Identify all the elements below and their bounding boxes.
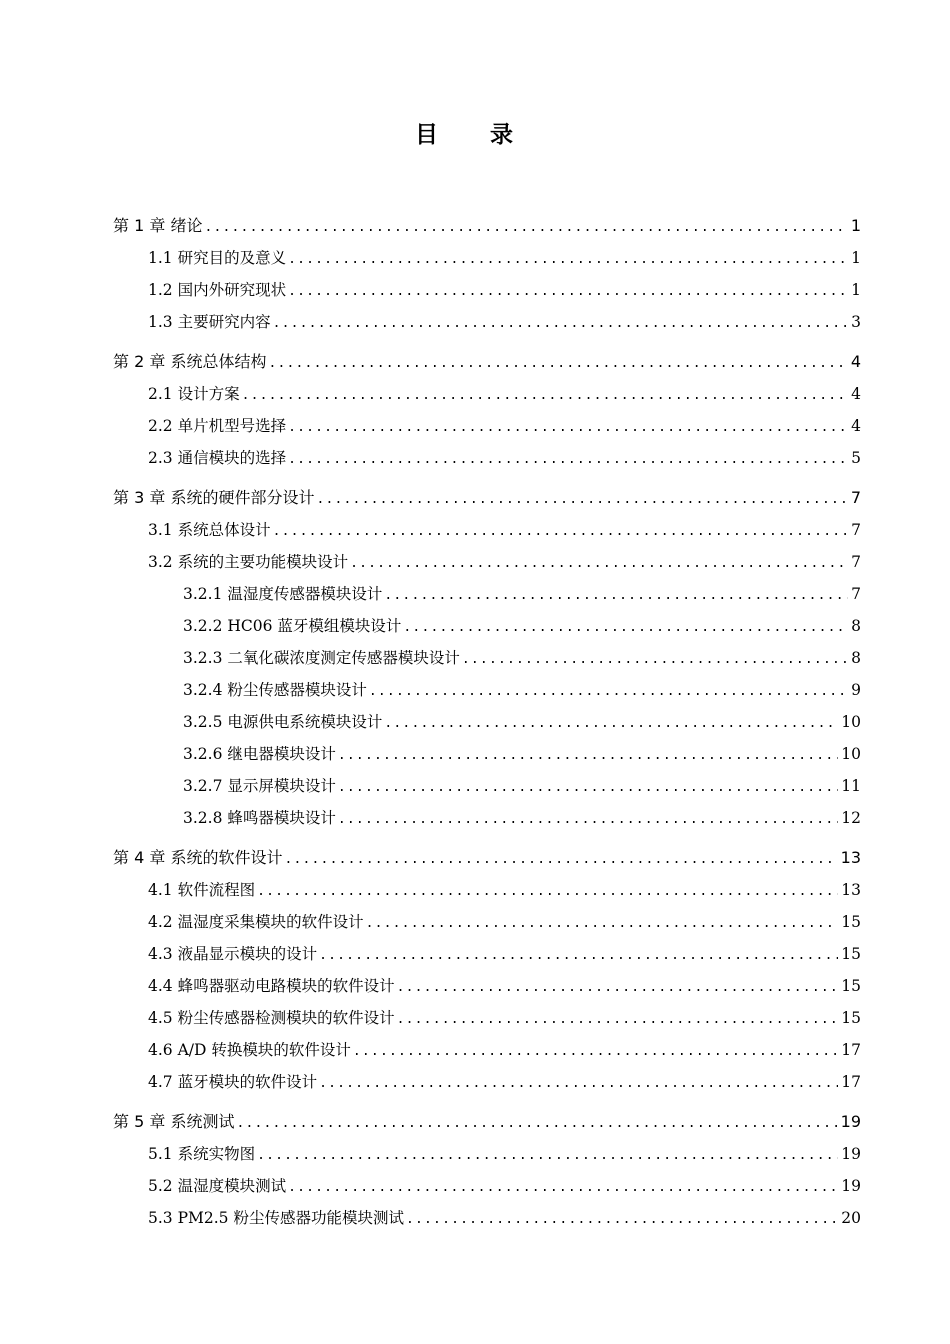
toc-section-entry[interactable] [113,378,861,410]
toc-page-number: 11 [841,777,861,795]
toc-section-entry[interactable] [113,1138,861,1170]
toc-entry-label: 3.2.1 温湿度传感器模块设计 [183,585,383,603]
toc-page-number: 5 [851,449,861,467]
toc-entry-label: 4.6 A/D 转换模块的软件设计 [148,1041,351,1059]
toc-page-number: 17 [841,1073,861,1091]
toc-entry-label: 3.1 系统总体设计 [148,521,271,539]
toc-subsection-entry[interactable] [113,802,861,834]
toc-page-number: 13 [840,848,861,867]
toc-page-number: 7 [850,488,861,507]
toc-entry-label: 2.1 设计方案 [148,385,240,403]
toc-leader-dots [257,1140,838,1172]
toc-entry-label: 3.2.2 HC06 蓝牙模组模块设计 [183,617,402,635]
toc-entry-label: 4.4 蜂鸣器驱动电路模块的软件设计 [148,977,395,995]
toc-leader-dots [236,1108,837,1140]
toc-section-entry[interactable] [113,906,861,938]
toc-section-entry[interactable] [113,242,861,274]
toc-page-number: 7 [851,521,861,539]
toc-section-entry[interactable] [113,274,861,306]
toc-page-number: 7 [851,585,861,603]
toc-page-number: 4 [851,417,861,435]
toc-leader-dots [369,676,848,708]
toc-page-number: 1 [851,281,861,299]
toc-leader-dots [338,772,838,804]
toc-page-number: 4 [850,352,861,371]
toc-entry-label: 3.2 系统的主要功能模块设计 [148,553,349,571]
toc-subsection-entry[interactable] [113,578,861,610]
toc-leader-dots [403,612,848,644]
toc-page-number: 19 [841,1145,861,1163]
toc-entry-label: 3.2.3 二氧化碳浓度测定传感器模块设计 [183,649,460,667]
toc-section-entry[interactable] [113,306,861,338]
toc-page-number: 1 [851,249,861,267]
toc-entry-label: 第 5 章 系统测试 [113,1112,235,1131]
toc-page-number: 7 [851,553,861,571]
toc-page-number: 15 [841,977,861,995]
toc-entry-label: 4.1 软件流程图 [148,881,256,899]
toc-entry-label: 3.2.8 蜂鸣器模块设计 [183,809,336,827]
toc-page-number: 20 [841,1209,861,1227]
toc-section-entry[interactable] [113,970,861,1002]
toc-page-number: 15 [841,945,861,963]
toc-entry-label: 第 3 章 系统的硬件部分设计 [113,488,315,507]
toc-chapter-entry[interactable] [113,1106,861,1138]
toc-section-entry[interactable] [113,1066,861,1098]
toc-entry-label: 4.7 蓝牙模块的软件设计 [148,1073,318,1091]
toc-leader-dots [288,244,848,276]
toc-subsection-entry[interactable] [113,674,861,706]
toc-leader-dots [273,516,849,548]
toc-page-number: 17 [841,1041,861,1059]
toc-leader-dots [319,940,838,972]
toc-leader-dots [350,548,848,580]
toc-leader-dots [273,308,849,340]
toc-entry-label: 3.2.4 粉尘传感器模块设计 [183,681,367,699]
toc-entry-label: 2.2 单片机型号选择 [148,417,287,435]
toc-section-entry[interactable] [113,874,861,906]
toc-page-number: 8 [851,617,861,635]
toc-leader-dots [462,644,848,676]
toc-page-number: 3 [851,313,861,331]
toc-subsection-entry[interactable] [113,770,861,802]
page-title: 目 录 [414,122,535,148]
toc-page-number: 15 [841,1009,861,1027]
toc-entry-label: 5.3 PM2.5 粉尘传感器功能模块测试 [148,1209,404,1227]
toc-page-number: 9 [851,681,861,699]
toc-subsection-entry[interactable] [113,706,861,738]
toc-entry-label: 5.2 温湿度模块测试 [148,1177,287,1195]
toc-leader-dots [268,348,847,380]
toc-leader-dots [338,740,838,772]
toc-entry-label: 第 2 章 系统总体结构 [113,352,267,371]
toc-page-number: 15 [841,913,861,931]
toc-page-number: 10 [841,713,861,731]
toc-entry-label: 3.2.5 电源供电系统模块设计 [183,713,383,731]
toc-page-number: 4 [851,385,861,403]
toc-entry-label: 3.2.6 继电器模块设计 [183,745,336,763]
toc-entry-label: 4.2 温湿度采集模块的软件设计 [148,913,364,931]
toc-leader-dots [397,1004,839,1036]
toc-leader-dots [288,412,848,444]
toc-section-entry[interactable] [113,1034,861,1066]
toc-page-number: 8 [851,649,861,667]
toc-leader-dots [319,1068,838,1100]
toc-subsection-entry[interactable] [113,642,861,674]
toc-section-entry[interactable] [113,938,861,970]
toc-leader-dots [397,972,839,1004]
toc-leader-dots [353,1036,838,1068]
toc-leader-dots [204,212,847,244]
toc-page-number: 13 [841,881,861,899]
toc-entry-label: 第 1 章 绪论 [113,216,203,235]
toc-entry-label: 1.3 主要研究内容 [148,313,271,331]
toc-chapter-entry[interactable] [113,482,861,514]
toc-chapter-entry[interactable] [113,346,861,378]
toc-page-number: 10 [841,745,861,763]
toc-leader-dots [384,708,838,740]
toc-leader-dots [288,276,848,308]
toc-entry-label: 1.1 研究目的及意义 [148,249,287,267]
toc-section-entry[interactable] [113,442,861,474]
toc-subsection-entry[interactable] [113,738,861,770]
toc-entry-label: 4.5 粉尘传感器检测模块的软件设计 [148,1009,395,1027]
toc-chapter-entry[interactable] [113,210,861,242]
toc-subsection-entry[interactable] [113,610,861,642]
toc-page-number: 19 [840,1112,861,1131]
toc-entry-label: 第 4 章 系统的软件设计 [113,848,283,867]
toc-section-entry[interactable] [113,546,861,578]
toc-section-entry[interactable] [113,514,861,546]
toc-section-entry[interactable] [113,1170,861,1202]
toc-leader-dots [316,484,847,516]
toc-section-entry[interactable] [113,1002,861,1034]
toc-leader-dots [338,804,838,836]
toc-leader-dots [384,580,848,612]
toc-leader-dots [406,1204,838,1236]
toc-entry-label: 3.2.7 显示屏模块设计 [183,777,336,795]
toc-leader-dots [242,380,849,412]
toc-section-entry[interactable] [113,1202,861,1234]
toc-chapter-entry[interactable] [113,842,861,874]
toc-leader-dots [257,876,838,908]
toc-page-number: 12 [841,809,861,827]
toc-entry-label: 5.1 系统实物图 [148,1145,256,1163]
toc-entry-label: 1.2 国内外研究现状 [148,281,287,299]
toc-leader-dots [288,444,848,476]
toc-leader-dots [284,844,837,876]
toc-leader-dots [366,908,839,940]
table-of-contents [113,210,861,1234]
toc-entry-label: 4.3 液晶显示模块的设计 [148,945,318,963]
toc-page-number: 19 [841,1177,861,1195]
toc-page-number: 1 [850,216,861,235]
toc-leader-dots [288,1172,838,1204]
toc-section-entry[interactable] [113,410,861,442]
toc-entry-label: 2.3 通信模块的选择 [148,449,287,467]
